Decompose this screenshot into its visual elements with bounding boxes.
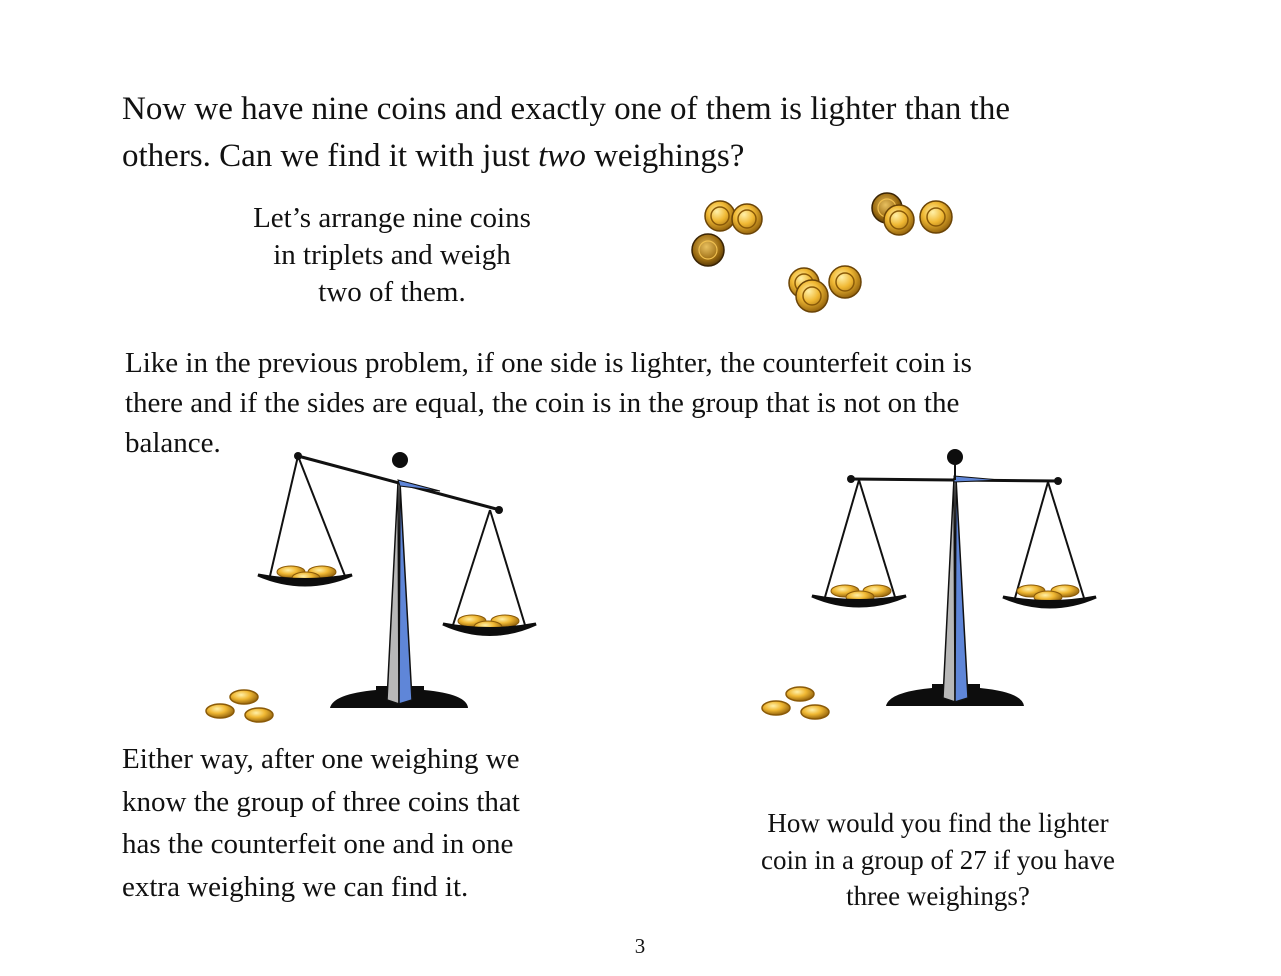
- question-line-2: coin in a group of 27 if you have: [761, 844, 1115, 875]
- explanation-line-3: balance.: [125, 427, 221, 459]
- question-line-1: How would you find the lighter: [767, 808, 1109, 838]
- off-balance-coins-right: [762, 687, 829, 719]
- scattered-coins: [692, 193, 952, 312]
- coin-icon: [796, 280, 828, 312]
- balance-scale-tilted: [258, 452, 536, 708]
- conclusion-line-3: has the counterfeit one and in one: [122, 828, 514, 860]
- question-line-3: three weighings?: [846, 881, 1030, 911]
- explanation-line-1: Like in the previous problem, if one side is lighter, the counterfeit coin is: [125, 347, 972, 379]
- coin-icon: [920, 201, 952, 233]
- off-balance-coins-left: [206, 690, 273, 722]
- intro-emphasis: two: [538, 138, 586, 174]
- coin-icon: [705, 201, 735, 231]
- intro-line-2-start: others. Can we find it with just: [122, 138, 539, 174]
- coin-icon: [692, 234, 724, 266]
- coin-icon: [732, 204, 762, 234]
- explanation-line-2: there and if the sides are equal, the coin is in the group that is not on the: [125, 387, 960, 419]
- intro-line-1: Now we have nine coins and exactly one of them is lighter than the: [122, 91, 1010, 127]
- conclusion-line-1: Either way, after one weighing we: [122, 743, 520, 775]
- conclusion-line-4: extra weighing we can find it.: [122, 870, 469, 903]
- coin-icon: [884, 205, 914, 235]
- balance-scale-level: [812, 449, 1096, 706]
- coin-icon: [829, 266, 861, 298]
- intro-line-2-end: weighings?: [585, 138, 745, 174]
- arrange-line-1: Let’s arrange nine coins: [253, 202, 531, 234]
- arrange-line-3: two of them.: [318, 276, 466, 308]
- arrange-line-2: in triplets and weigh: [273, 239, 511, 271]
- conclusion-line-2: know the group of three coins that: [122, 785, 520, 818]
- page-number: 3: [634, 934, 646, 958]
